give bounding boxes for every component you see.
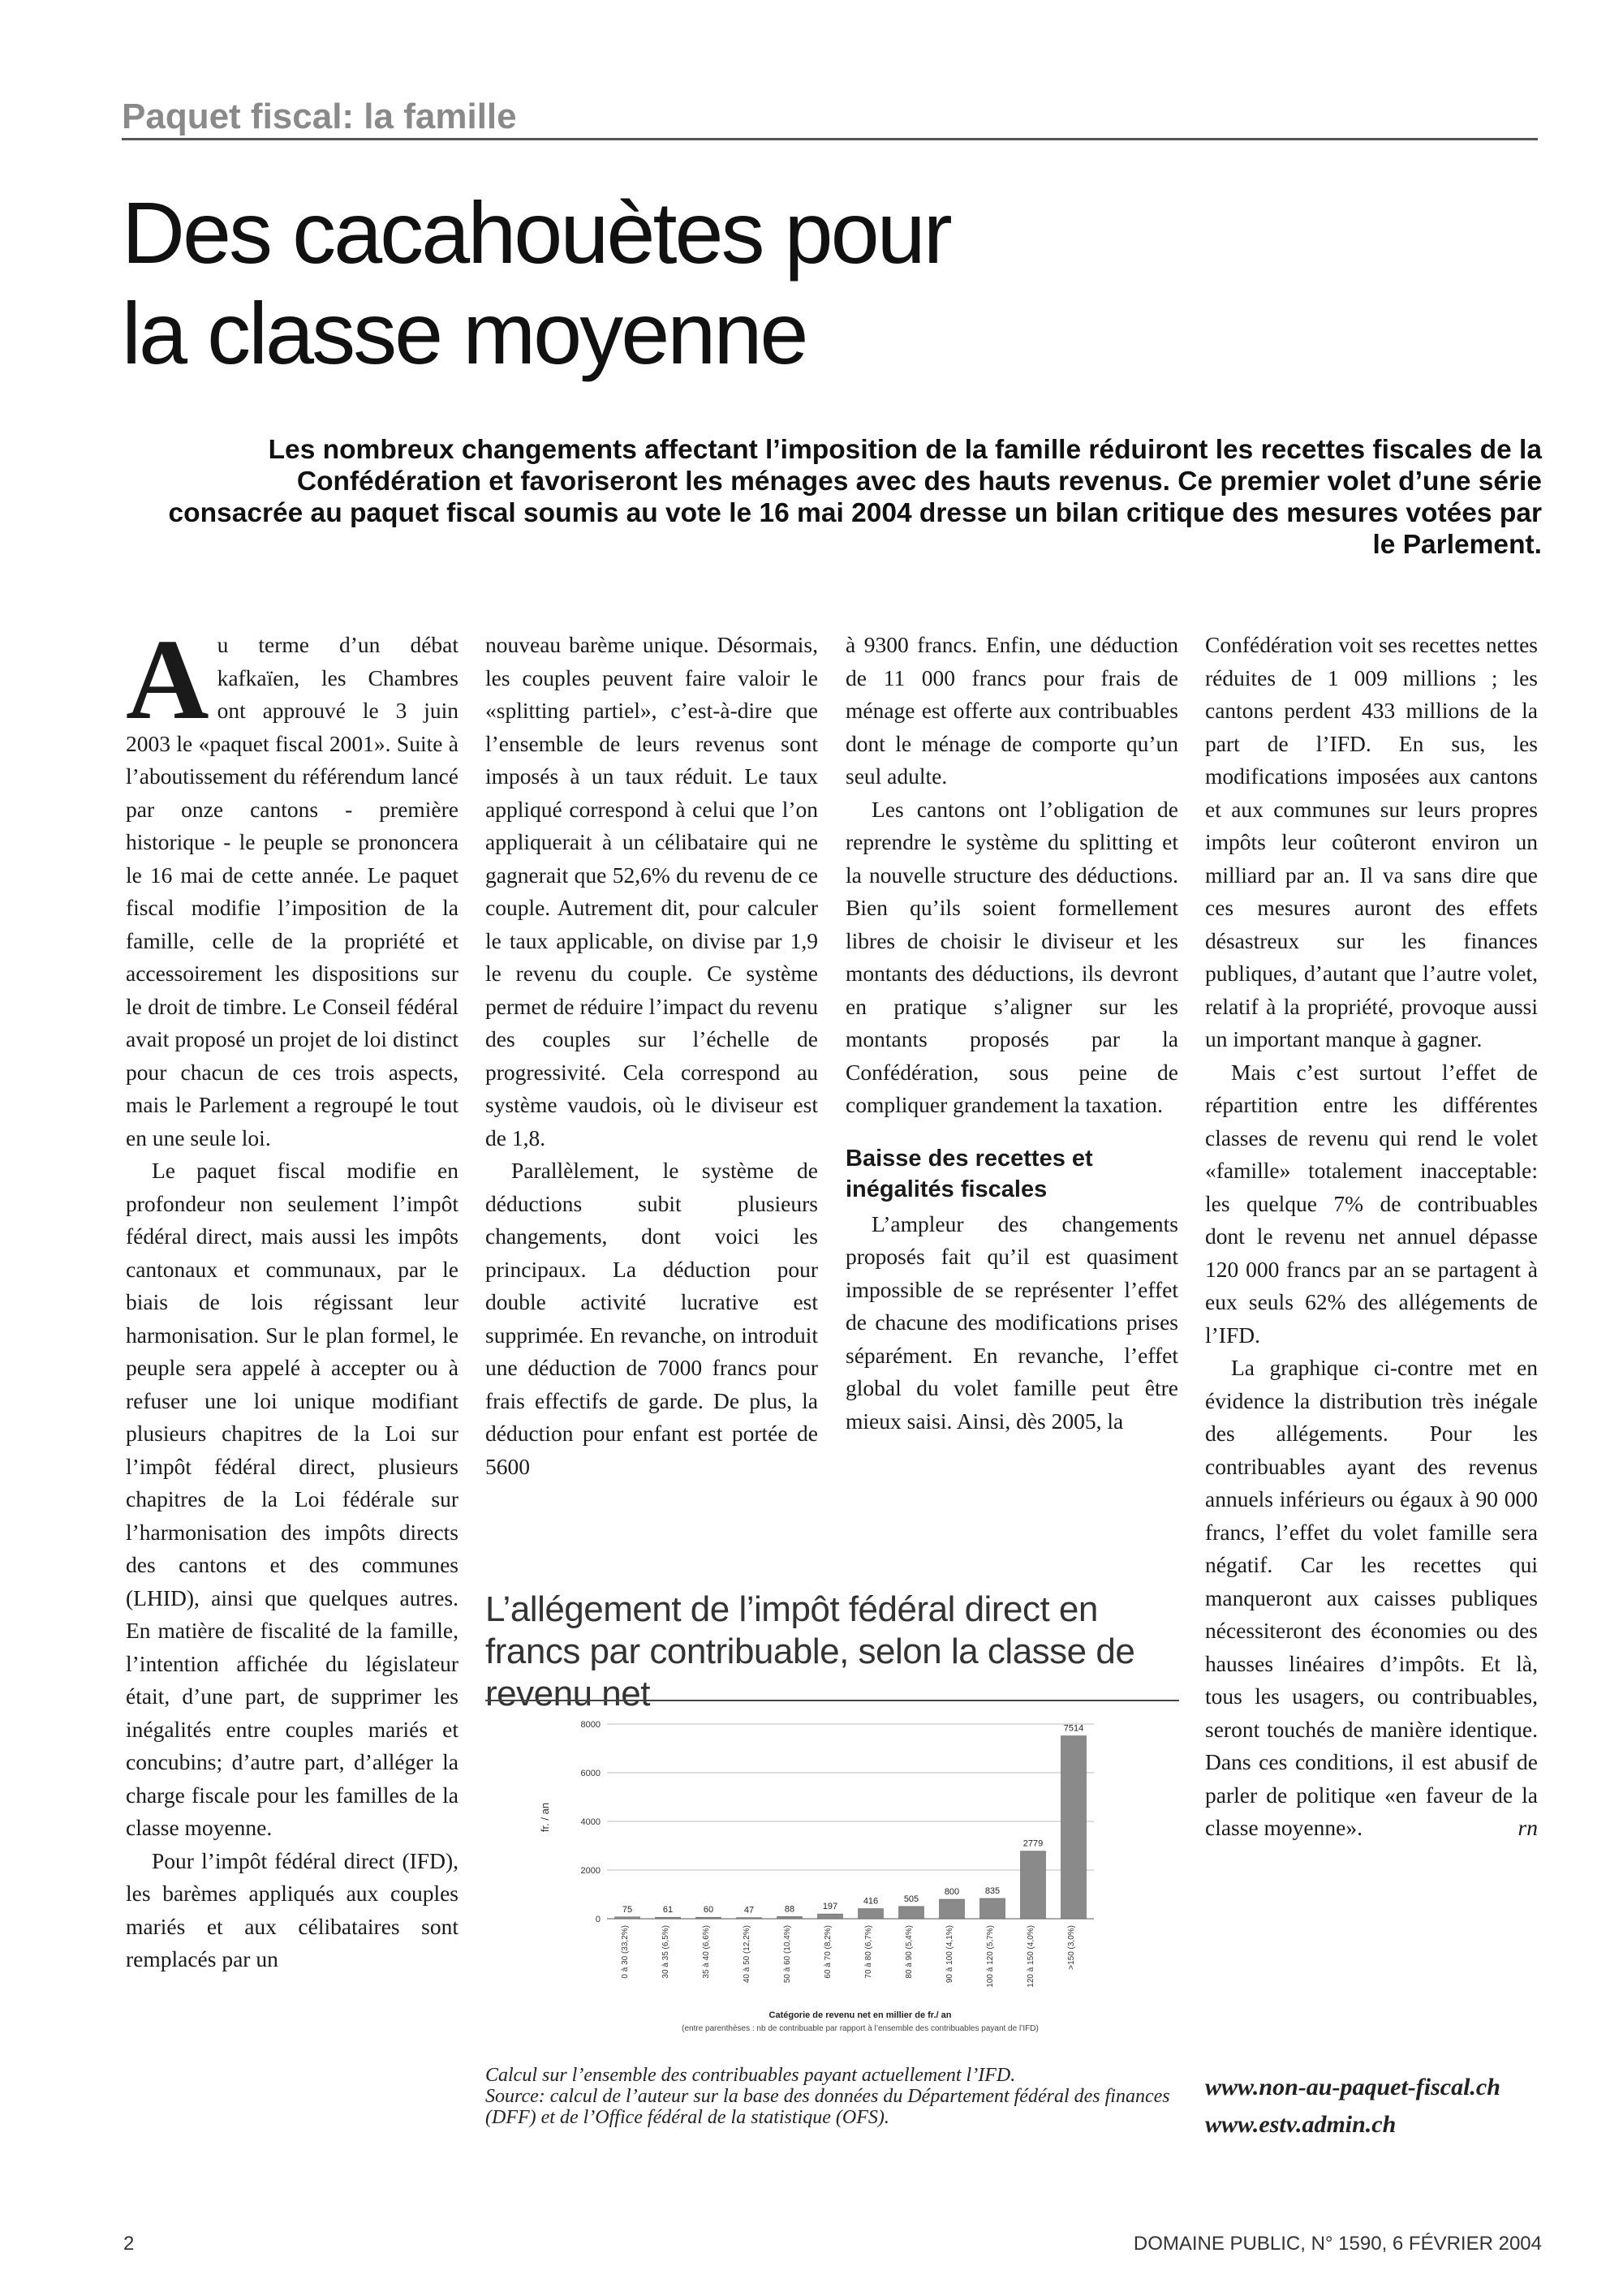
bar-value-label: 88 xyxy=(784,1904,795,1915)
chart-bars xyxy=(615,1736,1087,1919)
column-1 xyxy=(126,615,458,2154)
income-relief-bar-chart xyxy=(485,1708,1183,2057)
paragraph-5: Les cantons ont l’obligation de reprendre le système du splitting et la nouvelle structure des déductions. Bien qu’ils soient formellement libres de choisir le diviseur et les montants des déductions, ils devront en pratique s’aligner sur les montants proposés par la Confédération, sous peine de compliquer grandement la taxation. xyxy=(846,796,1178,1117)
bar xyxy=(1021,1851,1046,1919)
paragraph-6a: L’ampleur des changements proposés fait qu’il est quasiment impossible de se représenter l’effet de chacune des modifications prises séparément. En revanche, l’effet global du volet famille peut être mieux saisi. Ainsi, dès 2005, la xyxy=(846,1210,1178,1434)
category-label: 30 à 35 (6,5%) xyxy=(661,1925,670,1979)
y-tick-label: 4000 xyxy=(580,1817,601,1827)
bar-value-label: 60 xyxy=(703,1905,714,1915)
column-2 xyxy=(485,629,818,1479)
article-lead: Les nombreux changements affectant l’imposition de la famille réduiront les recettes fiscales de la Confédération et favoriseront les ménages avec des hauts revenus. Ce premier volet d’une série consacrée au paquet fiscal soumis au vote le 16 mai 2004 dresse un bilan critique des mesures votées par le Parlement. xyxy=(168,435,1542,560)
page-number: 2 xyxy=(123,2233,135,2255)
category-label: 35 à 40 (6,6%) xyxy=(702,1925,711,1979)
category-label: 120 à 150 (4,0%) xyxy=(1027,1925,1035,1988)
related-links xyxy=(1205,2069,1546,2143)
bar xyxy=(859,1909,884,1919)
bar xyxy=(656,1917,681,1919)
bar xyxy=(980,1898,1005,1919)
bar xyxy=(615,1917,640,1919)
paragraph-1: Au terme d’un débat kafkaïen, les Chambres ont approuvé le 3 juin 2003 le «paquet fiscal 2001». Suite à l’aboutissement du référendum lancé par onze cantons - première historique - le peuple se prononcera le 16 mai de cette année. Le paquet fiscal modifie l’imposition de la famille, celle de la propriété et accessoirement les dispositions sur le droit de timbre. Le Conseil fédéral avait proposé un projet de loi distinct pour chacun de ces trois aspects, mais le Parlement a regroupé le tout en une seule loi. xyxy=(126,615,458,1150)
y-tick-label: 0 xyxy=(595,1915,601,1924)
paragraph-3a: Pour l’impôt fédéral direct (IFD), les barèmes appliqués aux couples mariés et aux célibataires sont remplacés par un xyxy=(126,1847,458,1971)
category-label: 50 à 60 (10,4%) xyxy=(783,1925,792,1984)
section-kicker: Paquet fiscal: la famille xyxy=(122,96,1538,140)
bar xyxy=(777,1916,803,1919)
bar xyxy=(940,1899,965,1919)
paragraph-8: La graphique ci-contre met en évidence la distribution très inégale des allégements. Pour les contribuables ayant des revenus annuels inférieurs ou égaux à 90 000 francs, l’effet du volet famille sera négatif. Car les recettes qui manqueront aux caisses publiques nécessiteront des économies ou des hausses linéaires d’impôts. Et là, tous les usagers, ou contribuables, seront touchés de manière identique. Dans ces conditions, il est abusif de parler de politique «en faveur de la classe moyenne». rn xyxy=(1205,1352,1538,1845)
bar xyxy=(696,1917,721,1919)
chart-note-line-1: Calcul sur l’ensemble des contribuables payant actuellement l’IFD. xyxy=(485,2065,1016,2086)
title-line-1: Des cacahouètes pour xyxy=(122,183,950,282)
chart-divider xyxy=(485,1700,1179,1701)
bar-value-label: 2779 xyxy=(1022,1838,1044,1849)
bar-value-label: 7514 xyxy=(1063,1723,1084,1734)
y-tick-label: 6000 xyxy=(580,1769,601,1778)
y-tick-label: 8000 xyxy=(580,1720,601,1730)
paragraph-4b: à 9300 francs. Enfin, une déduction de 11 000 francs pour frais de ménage est offerte aux contribuables dont le ménage de comporte qu’un seul adulte. xyxy=(846,632,1178,789)
category-label: 0 à 30 (33,2%) xyxy=(621,1925,630,1979)
category-label: 90 à 100 (4,1%) xyxy=(945,1925,954,1984)
bar-value-label: 75 xyxy=(622,1904,633,1915)
bar-value-label: 835 xyxy=(984,1885,1001,1896)
paragraph-4a: Parallèlement, le système de déductions subit plusieurs changements, dont voici les principaux. La déduction pour double activité lucrative est supprimée. En revanche, on introduit une déduction de 7000 francs pour frais effectifs de garde. De plus, la déduction pour enfant est portée de 5600 xyxy=(485,1158,818,1479)
bar xyxy=(1061,1736,1087,1919)
category-label: 70 à 80 (6,7%) xyxy=(864,1925,873,1979)
category-label: 100 à 120 (5,7%) xyxy=(986,1925,995,1988)
link-non-au-paquet-fiscal[interactable]: www.non-au-paquet-fiscal.ch xyxy=(1205,2074,1500,2100)
article-title xyxy=(122,183,1501,384)
bar xyxy=(899,1907,924,1919)
category-label: 40 à 50 (12,2%) xyxy=(743,1925,751,1984)
paragraph-7: Mais c’est surtout l’effet de répartition entre les différentes classes de revenu qui rend le volet «famille» totalement inacceptable: les quelque 7% de contribuables dont le revenu net annuel dépasse 120 000 francs par an se partagent à eux seuls 62% des allégements de l’IFD. xyxy=(1205,1059,1538,1348)
column-4 xyxy=(1205,629,1538,2073)
category-label: >150 (3,0%) xyxy=(1067,1925,1076,1970)
subheading: Baisse des recettes et inégalités fiscales xyxy=(846,1145,1093,1202)
x-axis-label: Catégorie de revenu net en millier de fr./ an xyxy=(768,2010,952,2020)
paragraph-6b: Confédération voit ses recettes nettes réduites de 1 009 millions ; les cantons perdent 433 millions de la part de l’IFD. En sus, les modifications imposées aux cantons et aux communes sur leurs propres impôts leur coûteront environ un milliard par an. Il va sans dire que ces mesures auront des effets désastreux sur les finances publiques, d’autant que l’autre volet, relatif à la propriété, provoque aussi un important manque à gagner. xyxy=(1205,632,1538,1051)
x-axis-sublabel: (entre parenthèses : nb de contribuable par rapport à l’ensemble des contribuables payant de l’IFD) xyxy=(682,2024,1039,2033)
bar xyxy=(818,1914,843,1919)
chart-source: Source: calcul de l’auteur sur la base des données du Département fédéral des finances (DFF) et de l’Office fédéral de la statistique (OFS). xyxy=(485,2086,1170,2128)
bar-value-label: 47 xyxy=(743,1905,755,1915)
chart-labels xyxy=(581,1720,1084,1988)
column-3 xyxy=(846,629,1178,1434)
author-signature: rn xyxy=(1518,1815,1538,1840)
drop-cap: A xyxy=(126,615,209,743)
title-line-2: la classe moyenne xyxy=(122,284,807,382)
link-estv[interactable]: www.estv.admin.ch xyxy=(1205,2111,1397,2138)
bar-value-label: 197 xyxy=(822,1902,838,1912)
chart-note xyxy=(485,2065,1183,2128)
bar-value-label: 61 xyxy=(662,1905,674,1915)
paragraph-2: Le paquet fiscal modifie en profondeur non seulement l’impôt fédéral direct, mais aussi les impôts cantonaux et communaux, par le biais de lois régissant leur harmonisation. Sur le plan formel, le peuple sera appelé à accepter ou à refuser une loi unique modifiant plusieurs chapitres de la Loi sur l’impôt fédéral direct, plusieurs chapitres de la Loi fédérale sur l’harmonisation des impôts directs des cantons et des communes (LHID), ainsi que quelques autres. En matière de fiscalité de la famille, l’intention affichée du législateur était, d’une part, de supprimer les inégalités entre couples mariés et concubins; d’autre part, d’alléger la charge fiscale pour les familles de la classe moyenne. xyxy=(126,1158,458,1840)
bar xyxy=(737,1918,762,1919)
bar-value-label: 505 xyxy=(903,1894,919,1904)
publication-info: DOMAINE PUBLIC, N° 1590, 6 FÉVRIER 2004 xyxy=(1133,2233,1542,2255)
bar-value-label: 800 xyxy=(944,1887,960,1897)
category-label: 80 à 90 (5,4%) xyxy=(905,1925,914,1979)
y-tick-label: 2000 xyxy=(580,1866,601,1876)
category-label: 60 à 70 (8,2%) xyxy=(824,1925,833,1979)
paragraph-3b: nouveau barème unique. Désormais, les couples peuvent faire valoir le «splitting partiel», c’est-à-dire que l’ensemble de leurs revenus sont imposés à un taux réduit. Le taux appliqué correspond à celui que l’on appliquerait à un célibataire qui ne gagnerait que 52,6% du revenu de ce couple. Autrement dit, pour calculer le taux applicable, on divise par 1,9 le revenu du couple. Ce système permet de réduire l’impact du revenu des couples sur l’échelle de progressivité. Cela correspond au système vaudois, où le diviseur est de 1,8. xyxy=(485,632,818,1150)
y-axis-label: fr. / an xyxy=(539,1802,551,1833)
chart-title: L’allégement de l’impôt fédéral direct en francs par contribuable, selon la classe de revenu net xyxy=(485,1589,1135,1713)
bar-value-label: 416 xyxy=(863,1896,879,1907)
